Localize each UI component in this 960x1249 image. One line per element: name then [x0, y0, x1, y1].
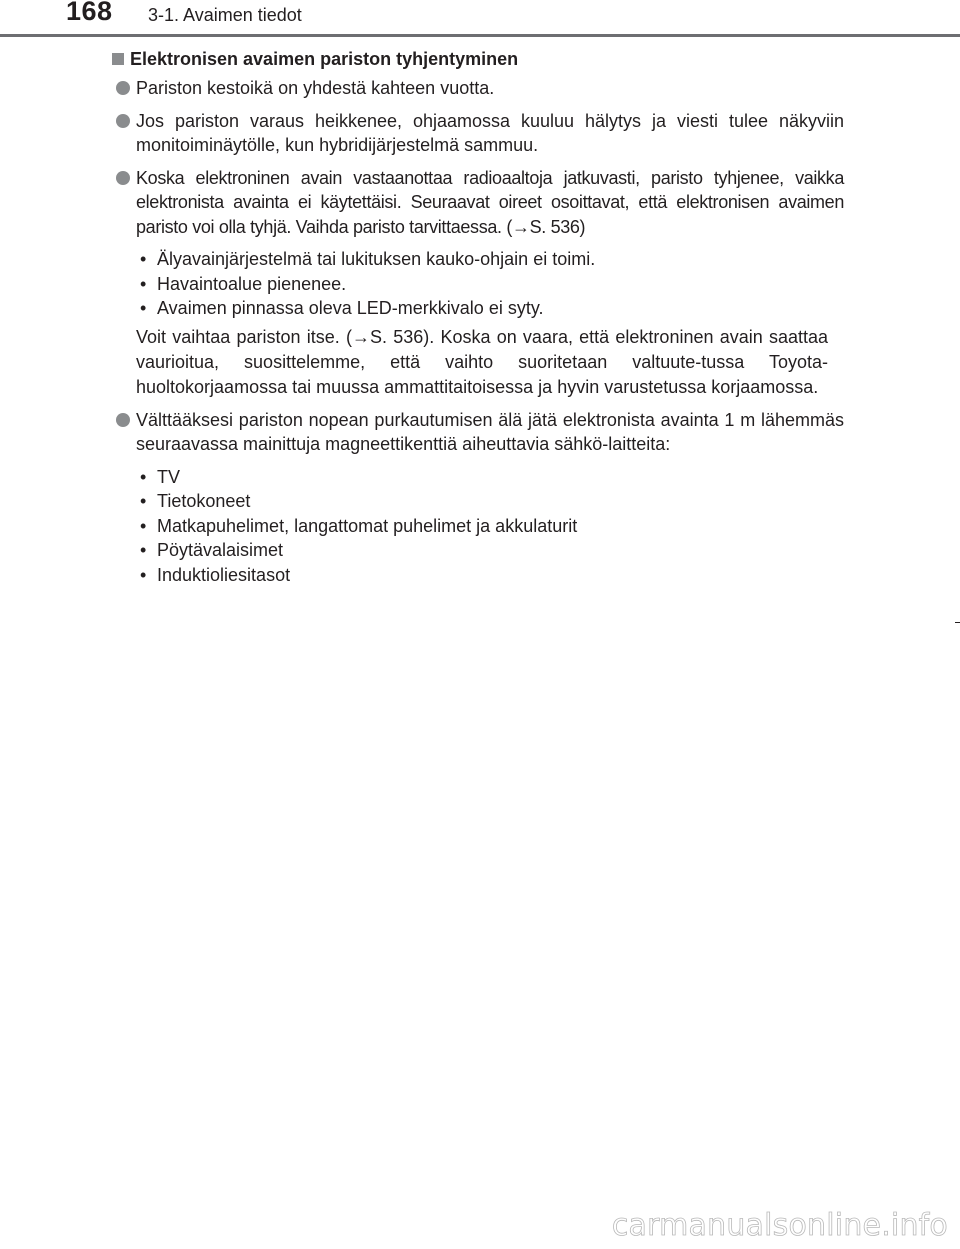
margin-tick — [955, 622, 960, 623]
section-heading-text: Elektronisen avaimen pariston tyhjentyminen — [130, 49, 519, 69]
list-item-text: TV — [157, 466, 181, 487]
list-item-text: Pöytävalaisimet — [157, 540, 284, 560]
bullet-magnetic-fields — [112, 408, 844, 457]
page-content — [112, 46, 844, 591]
list-item — [136, 465, 844, 490]
circle-bullet-icon — [116, 114, 130, 128]
list-marker: • — [140, 273, 147, 294]
circle-bullet-icon — [116, 171, 130, 185]
list-item-text: Havaintoalue pienenee. — [157, 273, 347, 294]
list-marker: • — [140, 298, 147, 318]
bullet-text: Välttääksesi pariston nopean purkautumisen älä jätä elektronista avainta 1 m lähemmäs seuraavassa mainittuja magneettikenttiä aiheuttavia sähkö-laitteita: — [136, 409, 844, 454]
bullet-low-battery-warning — [112, 109, 844, 158]
bullet-battery-drain — [112, 166, 844, 240]
list-item — [136, 296, 844, 321]
watermark: carmanualsonline.info — [611, 1208, 948, 1243]
list-item — [136, 563, 844, 588]
bullet-text: Jos pariston varaus heikkenee, ohjaamossa kuuluu hälytys ja viesti tulee näkyviin monitoiminäytölle, kun hybridijärjestelmä sammuu. — [136, 110, 844, 155]
bullet-battery-life — [112, 76, 844, 101]
section-heading — [112, 46, 844, 72]
list-item — [136, 489, 844, 514]
bullet-text: Koska elektroninen avain vastaanottaa radioaaltoja jatkuvasti, paristo tyhjenee, vaikka elektronista avainta ei käytettäisi. Seuraavat oireet osoittavat, että elektronisen avaimen paristo voi olla tyhjä. Vaihda paristo tarvittaessa. (→S. 536) — [136, 167, 844, 237]
list-marker: • — [140, 249, 147, 269]
list-marker: • — [140, 491, 147, 511]
device-list — [112, 465, 844, 588]
circle-bullet-icon — [116, 81, 130, 95]
list-item — [136, 272, 844, 297]
list-item — [136, 247, 844, 272]
header-rule — [0, 34, 960, 37]
list-item-text: Matkapuhelimet, langattomat puhelimet ja akkulaturit — [157, 515, 578, 536]
replacement-note: Voit vaihtaa pariston itse. (→S. 536). Koska on vaara, että elektroninen avain saattaa vaurioitua, suosittelemme, että vaihto suoritetaan valtuute-tussa Toyota-huoltokorjaamossa tai muussa ammattitaitoisessa ja hyvin varustetussa korjaamossa. — [136, 326, 828, 397]
list-item-text: Induktioliesitasot — [157, 564, 291, 585]
circle-bullet-icon — [116, 413, 130, 427]
page-header — [0, 0, 960, 34]
list-item — [136, 514, 844, 539]
list-item-text: Tietokoneet — [157, 491, 251, 511]
bullet-text: Pariston kestoikä on yhdestä kahteen vuotta. — [136, 78, 495, 98]
list-marker: • — [140, 564, 147, 585]
list-item-text: Älyavainjärjestelmä tai lukituksen kauko-ohjain ei toimi. — [157, 249, 596, 269]
section-title: 3-1. Avaimen tiedot — [148, 5, 302, 25]
list-item-text: Avaimen pinnassa oleva LED-merkkivalo ei syty. — [157, 298, 544, 318]
symptom-list — [112, 247, 844, 321]
square-bullet-icon — [112, 53, 124, 65]
list-marker: • — [140, 540, 147, 560]
list-item — [136, 538, 844, 563]
page-number: 168 — [66, 0, 113, 26]
list-marker: • — [140, 466, 147, 487]
list-marker: • — [140, 515, 147, 536]
